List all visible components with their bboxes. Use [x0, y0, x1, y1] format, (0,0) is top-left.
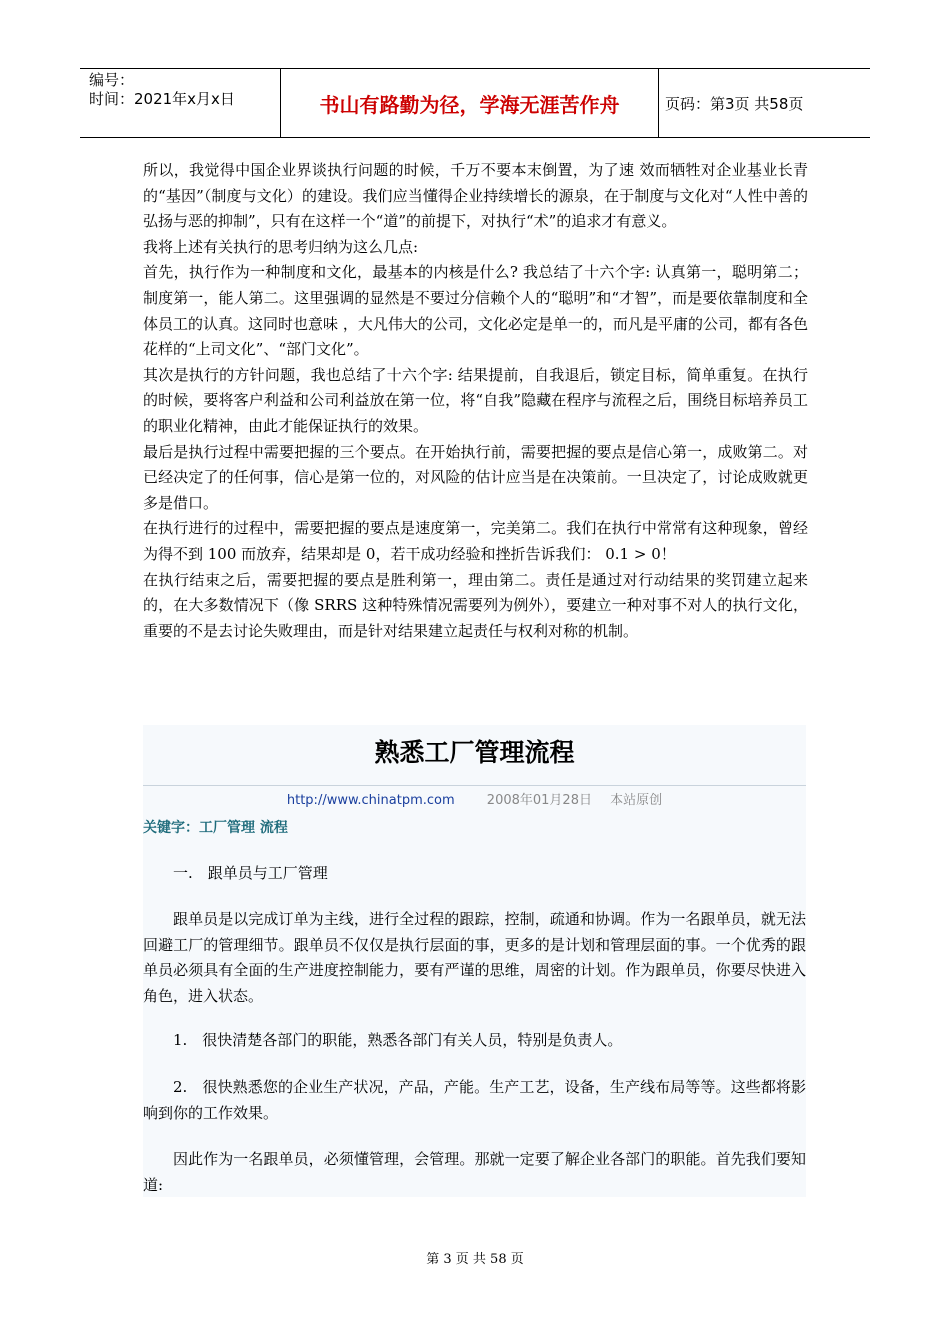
essay-paragraph: 在执行进行的过程中，需要把握的要点是速度第一，完美第二。我们在执行中常常有这种现象，曾经为得不到 100 而放弃，结果却是 0，若干成功经验和挫折告诉我们： 0.1 > 0！	[143, 519, 808, 563]
list-item-1: 1. 很快清楚各部门的职能，熟悉各部门有关人员，特别是负责人。	[173, 1031, 623, 1049]
essay-paragraph: 所以，我觉得中国企业界谈执行问题的时候，千万不要本末倒置，为了速 效而牺牲对企业基业长青的“基因”（制度与文化）的建设。我们应当懂得企业持续增长的源泉，在于制度与文化对“人性中善的弘扬与恶的抑制”，只有在这样一个“道”的前提下，对执行“术”的追求才有意义。	[143, 161, 808, 231]
essay-body	[143, 158, 808, 644]
essay-paragraph: 在执行结束之后，需要把握的要点是胜利第一，理由第二。责任是通过对行动结果的奖罚建立起来的，在大多数情况下（像 SRRS 这种特殊情况需要列为例外），要建立一种对事不对人的执行文化，重要的不是去讨论失败理由，而是针对结果建立起责任与权利对称的机制。	[143, 570, 808, 640]
closing-paragraph: 因此作为一名跟单员，必须懂管理，会管理。那就一定要了解企业各部门的职能。首先我们要知道:	[143, 1150, 806, 1194]
header-page-label: 页码：第3页 共58页	[665, 94, 804, 113]
page-footer: 第 3 页 共 58 页	[426, 1252, 524, 1267]
section-heading: 一. 跟单员与工厂管理	[173, 864, 328, 882]
publish-date: 2008年01月28日	[486, 793, 592, 808]
time-label: 时间：2021年x月x日	[89, 90, 235, 108]
essay-paragraph: 首先，执行作为一种制度和文化，最基本的内核是什么? 我总结了十六个字: 认真第一，聪明第二；制度第一，能人第二。这里强调的显然是不要过分信赖个人的“聪明”和“才智”，而是要依靠制度和全体员工的认真。这同时也意味 ，大凡伟大的公司，文化必定是单一的，而凡是平庸的公司，都有各色花样的“上司文化”、“部门文化”。	[143, 263, 808, 359]
document-header	[80, 68, 870, 138]
list-item-2: 2. 很快熟悉您的企业生产状况，产品，产能。生产工艺，设备，生产线布局等等。这些都将影响到你的工作效果。	[143, 1078, 806, 1122]
keywords-line: 关键字：工厂管理 流程	[143, 820, 288, 836]
article-title: 熟悉工厂管理流程	[374, 738, 575, 767]
essay-paragraph: 其次是执行的方针问题，我也总结了十六个字: 结果提前，自我退后，锁定目标，简单重复。在执行的时候，要将客户利益和公司利益放在第一位，将“自我”隐藏在程序与流程之后，围绕目标培养员工的职业化精神，由此才能保证执行的效果。	[143, 365, 808, 435]
title-divider	[143, 785, 806, 786]
essay-paragraph: 最后是执行过程中需要把握的三个要点。在开始执行前，需要把握的要点是信心第一，成败第二。对已经决定了的任何事，信心是第一位的，对风险的估计应当是在决策前。一旦决定了，讨论成败就更多是借口。	[143, 442, 808, 512]
header-meta	[80, 69, 281, 137]
article-panel	[143, 725, 806, 1197]
header-motto: 书山有路勤为径，学海无涯苦作舟	[281, 69, 659, 137]
source-label: 本站原创	[610, 793, 663, 808]
number-label: 编号：	[89, 71, 135, 89]
source-link[interactable]: http://www.chinatpm.com	[286, 793, 455, 808]
article-meta	[143, 789, 806, 808]
intro-paragraph: 跟单员是以完成订单为主线，进行全过程的跟踪，控制，疏通和协调。作为一名跟单员，就无法回避工厂的管理细节。跟单员不仅仅是执行层面的事，更多的是计划和管理层面的事。一个优秀的跟单员必须具有全面的生产进度控制能力，要有严谨的思维，周密的计划。作为跟单员，你要尽快进入角色，进入状态。	[143, 910, 806, 1005]
essay-paragraph: 我将上述有关执行的思考归纳为这么几点:	[143, 237, 419, 256]
